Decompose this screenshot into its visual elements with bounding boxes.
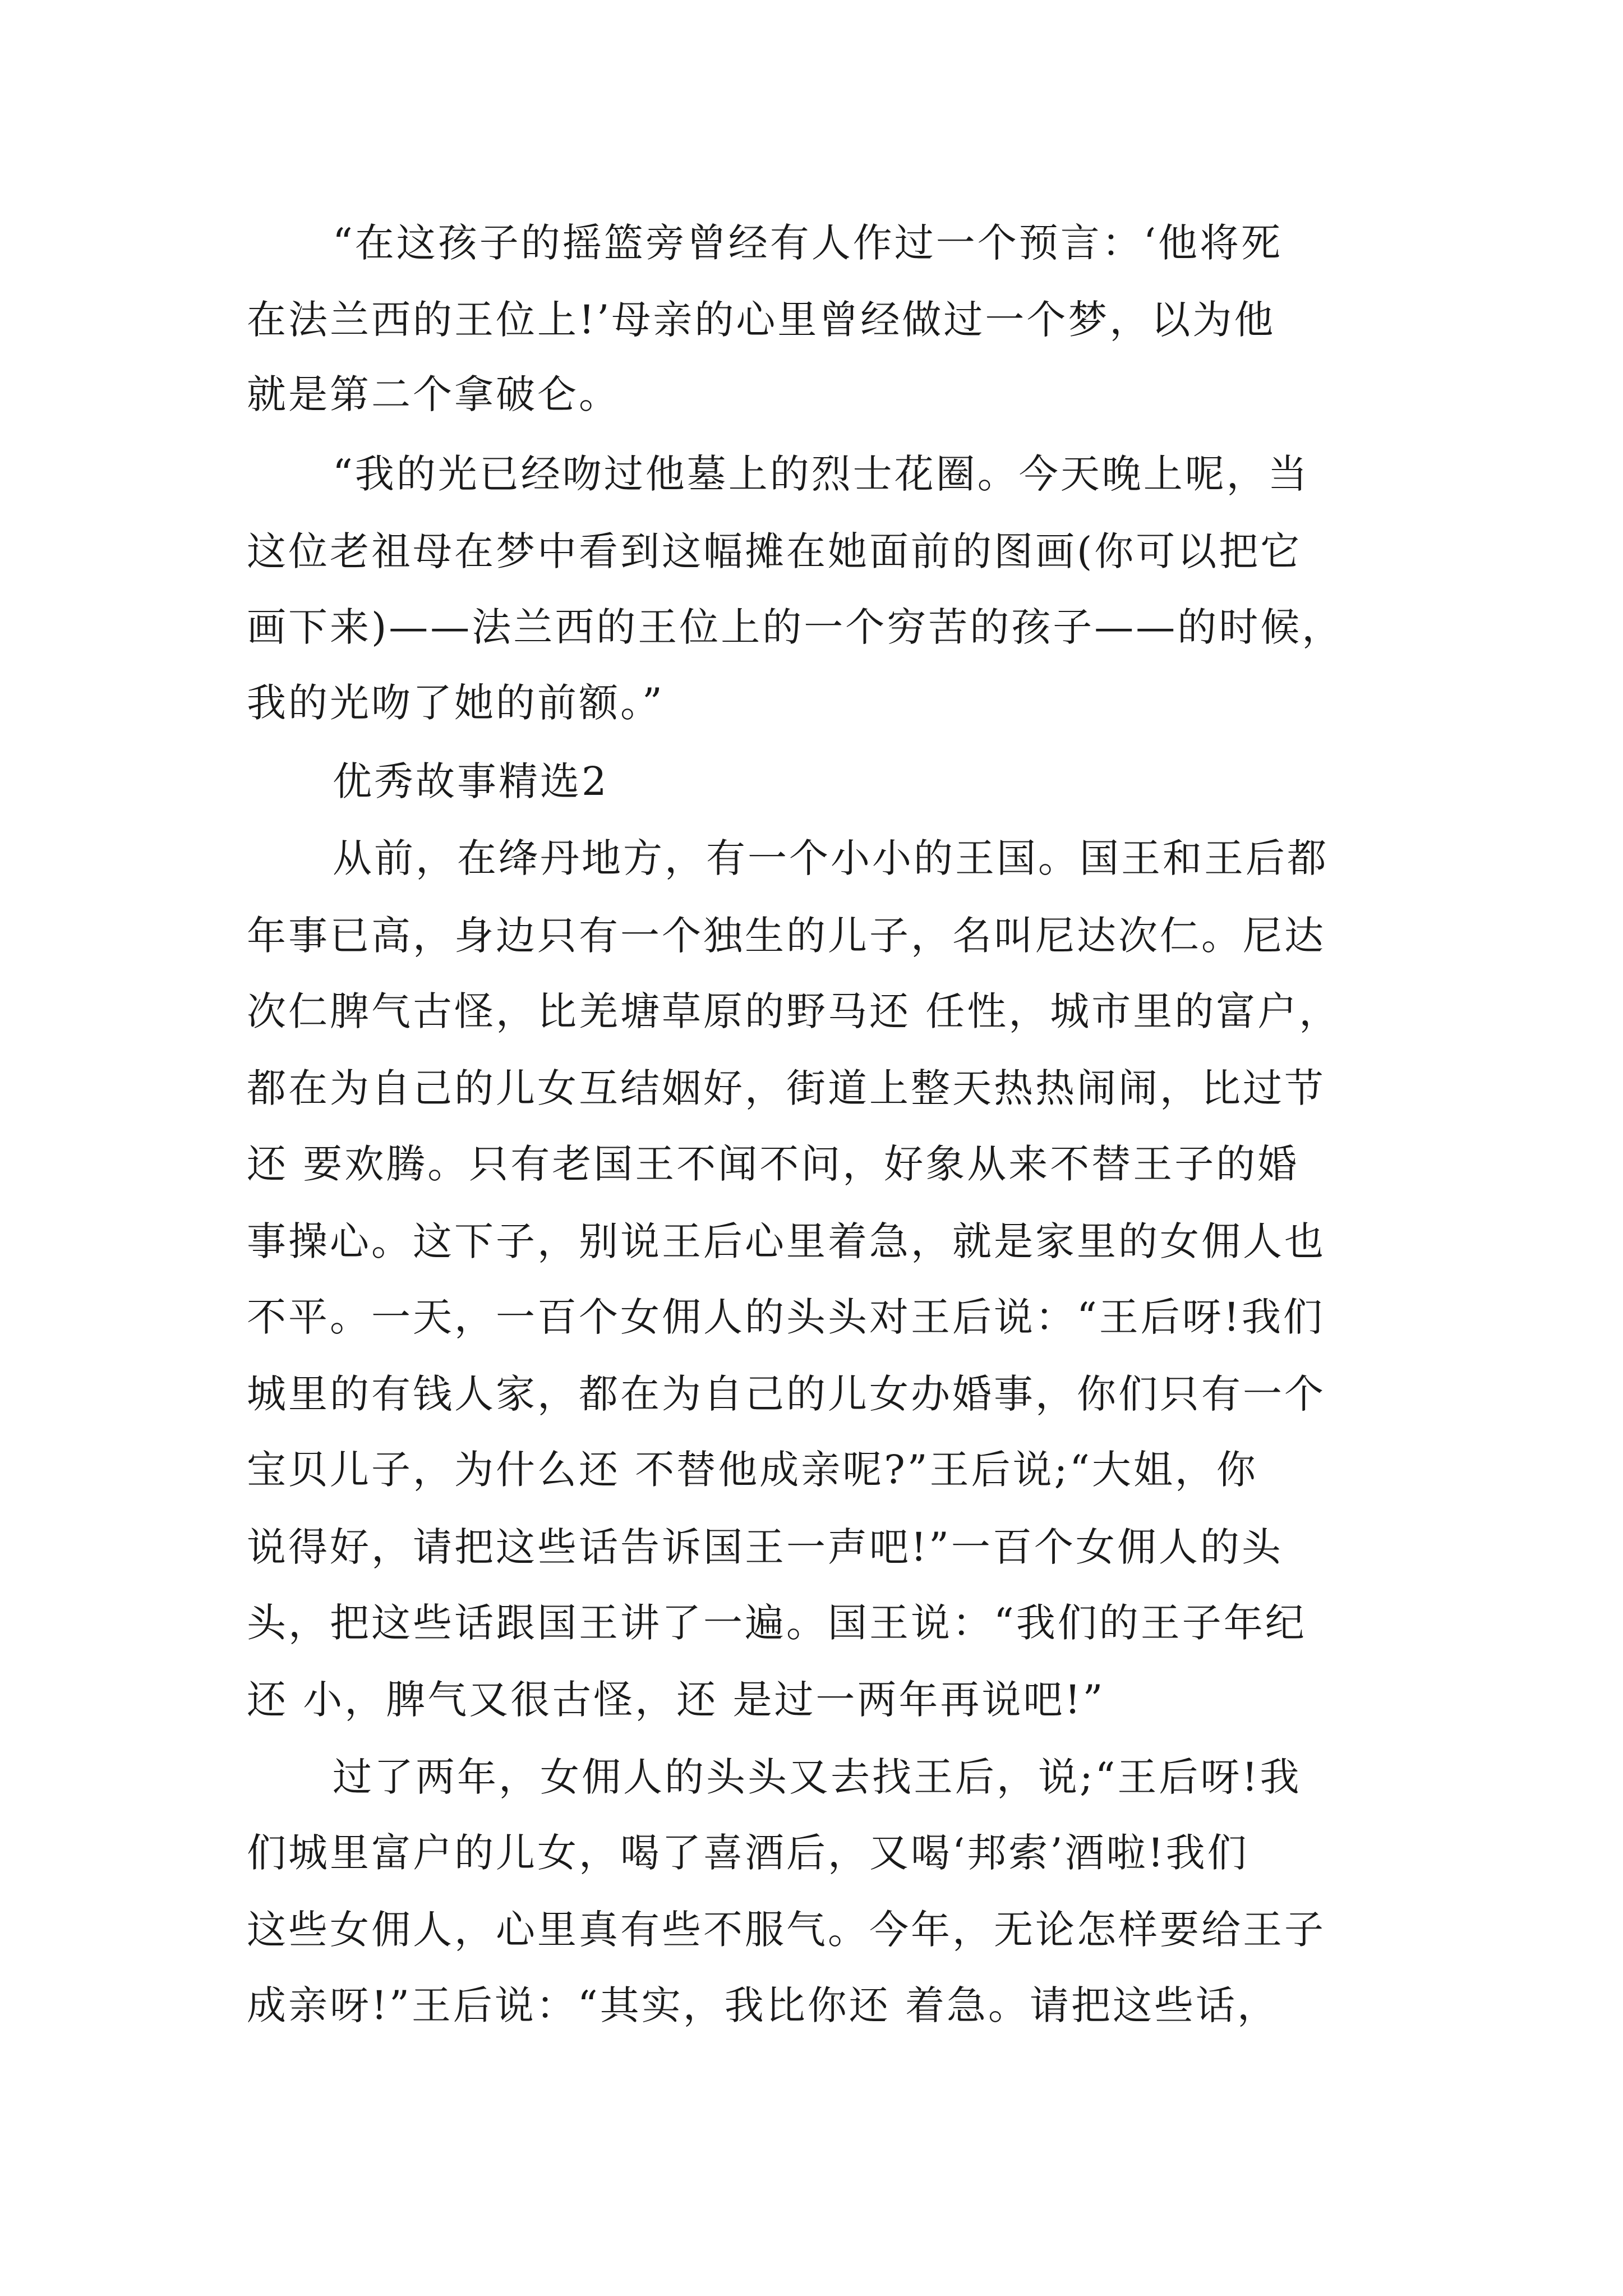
text-line: 在法兰西的王位上!’母亲的心里曾经做过一个梦，以为他 bbox=[247, 297, 1276, 343]
text-line: 这些女佣人，心里真有些不服气。今年，无论怎样要给王子 bbox=[247, 1907, 1326, 1953]
text-line: 这位老祖母在梦中看到这幅摊在她面前的图画(你可以把它 bbox=[247, 528, 1302, 574]
text-line: 还 要欢腾。只有老国王不闻不问，好象从来不替王子的婚 bbox=[247, 1141, 1299, 1187]
text-line: 年事已高，身边只有一个独生的儿子，名叫尼达次仁。尼达 bbox=[247, 913, 1326, 959]
text-line: 次仁脾气古怪，比羌塘草原的野马还 任性，城市里的富户， bbox=[247, 988, 1341, 1034]
text-line: 说得好，请把这些话告诉国王一声吧!”一百个女佣人的头 bbox=[247, 1524, 1283, 1570]
text-line: 就是第二个拿破仑。 bbox=[247, 371, 620, 417]
text-line: 还 小，脾气又很古怪，还 是过一两年再说吧!” bbox=[247, 1677, 1105, 1723]
text-line: 宝贝儿子，为什么还 不替他成亲呢?”王后说;“大姐，你 bbox=[247, 1447, 1258, 1493]
text-line: 画下来)——法兰西的王位上的一个穷苦的孩子——的时候， bbox=[247, 604, 1344, 650]
text-line: 成亲呀!”王后说：“其实，我比你还 着急。请把这些话， bbox=[247, 1982, 1279, 2028]
text-line: “在这孩子的摇篮旁曾经有人作过一个预言：‘他将死 bbox=[333, 220, 1283, 266]
text-line: 我的光吻了她的前额。” bbox=[247, 680, 665, 726]
text-line: 都在为自己的儿女互结姻好，街道上整天热热闹闹，比过节 bbox=[247, 1065, 1326, 1111]
text-line: 城里的有钱人家，都在为自己的儿女办婚事，你们只有一个 bbox=[247, 1371, 1326, 1417]
text-line: 过了两年，女佣人的头头又去找王后，说;“王后呀!我 bbox=[333, 1754, 1302, 1800]
text-line: 从前，在绛丹地方，有一个小小的王国。国王和王后都 bbox=[333, 835, 1329, 881]
text-line: 们城里富户的儿女，喝了喜酒后，又喝‘邦索’酒啦!我们 bbox=[247, 1830, 1249, 1876]
text-line: 事操心。这下子，别说王后心里着急，就是家里的女佣人也 bbox=[247, 1218, 1326, 1264]
text-line: “我的光已经吻过他墓上的烈士花圈。今天晚上呢，当 bbox=[333, 451, 1310, 497]
text-line: 不平。一天，一百个女佣人的头头对王后说：“王后呀!我们 bbox=[247, 1294, 1325, 1340]
section-heading: 优秀故事精选2 bbox=[333, 758, 609, 804]
text-line: 头，把这些话跟国王讲了一遍。国王说：“我们的王子年纪 bbox=[247, 1600, 1307, 1646]
